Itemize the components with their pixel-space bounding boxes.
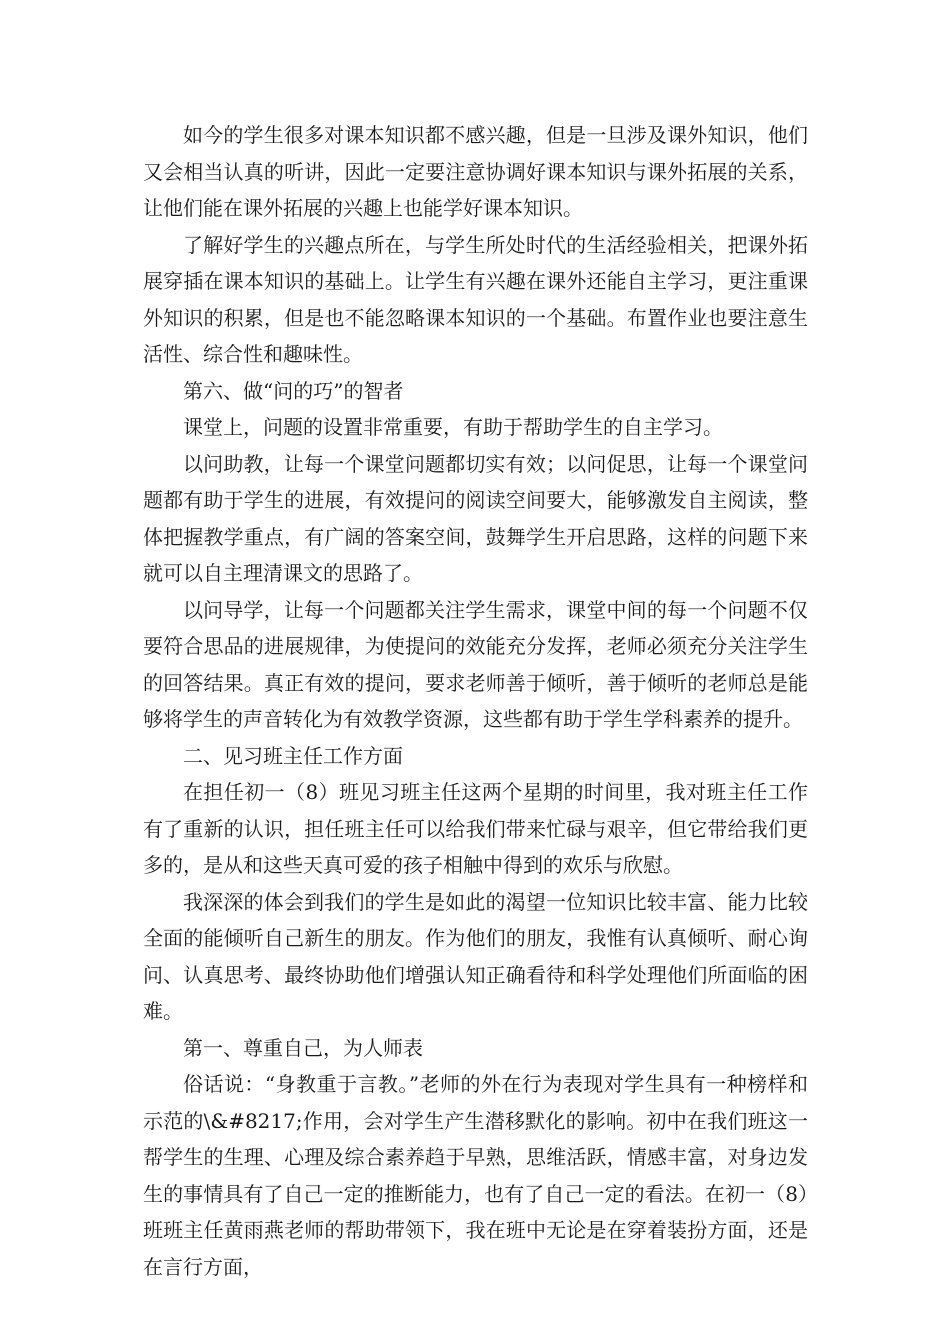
paragraph-interest: 如今的学生很多对课本知识都不感兴趣，但是一旦涉及课外知识，他们又会相当认真的听讲，因此一定要注意协调好课本知识与课外拓展的关系，让他们能在课外拓展的兴趣上也能学好课本知识。	[143, 123, 808, 220]
paragraph-question-to-guide: 以问导学，让每一个问题都关注学生需求，课堂中间的每一个问题不仅要符合思品的进展规律，为使提问的效能充分发挥，老师必须充分关注学生的回答结果。真正有效的提问，要求老师善于倾听，善于倾听的老师总是能够将学生的声音转化为有效教学资源，这些都有助于学生学科素养的提升。	[143, 597, 808, 731]
paragraph-interest-points: 了解好学生的兴趣点所在，与学生所处时代的生活经验相关，把课外拓展穿插在课本知识的基础上。让学生有兴趣在课外还能自主学习，更注重课外知识的积累，但是也不能忽略课本知识的一个基础。布置作业也要注意生活性、综合性和趣味性。	[143, 232, 808, 366]
section-heading-ask-wisely: 第六、做“问的巧”的智者	[183, 378, 404, 403]
paragraph-homeroom-experience: 在担任初一（8）班见习班主任这两个星期的时间里，我对班主任工作有了重新的认识，担任班主任可以给我们带来忙碌与艰辛，但它带给我们更多的，是从和这些天真可爱的孩子相触中得到的欢乐与欣慰。	[143, 780, 808, 877]
paragraph-lead-by-example: 俗话说：“身教重于言教。”老师的外在行为表现对学生具有一种榜样和示范的\&#8217;作用，会对学生产生潜移默化的影响。初中在我们班这一帮学生的生理、心理及综合素养趋于早熟，思维活跃，情感丰富，对身边发生的事情具有了自己一定的推断能力，也有了自己一定的看法。在初一（8）班班主任黄雨燕老师的帮助带领下，我在班中无论是在穿着装扮方面，还是在言行方面，	[143, 1072, 808, 1279]
section-heading-respect-self: 第一、尊重自己，为人师表	[183, 1035, 423, 1060]
paragraph-classroom-questions: 课堂上，问题的设置非常重要，有助于帮助学生的自主学习。	[183, 415, 723, 439]
paragraph-question-to-teach: 以问助教，让每一个课堂问题都切实有效；以问促思，让每一个课堂问题都有助于学生的进展，有效提问的阅读空间要大，能够激发自主阅读，整体把握教学重点，有广阔的答案空间，鼓舞学生开启思路，这样的问题下来就可以自主理清课文的思路了。	[143, 451, 808, 585]
document-body	[143, 117, 808, 1285]
paragraph-deep-experience: 我深深的体会到我们的学生是如此的渴望一位知识比较丰富、能力比较全面的能倾听自己新生的朋友。作为他们的朋友，我惟有认真倾听、耐心询问、认真思考、最终协助他们增强认知正确看待和科学处理他们所面临的困难。	[143, 889, 808, 1023]
section-heading-homeroom: 二、见习班主任工作方面	[183, 743, 403, 768]
